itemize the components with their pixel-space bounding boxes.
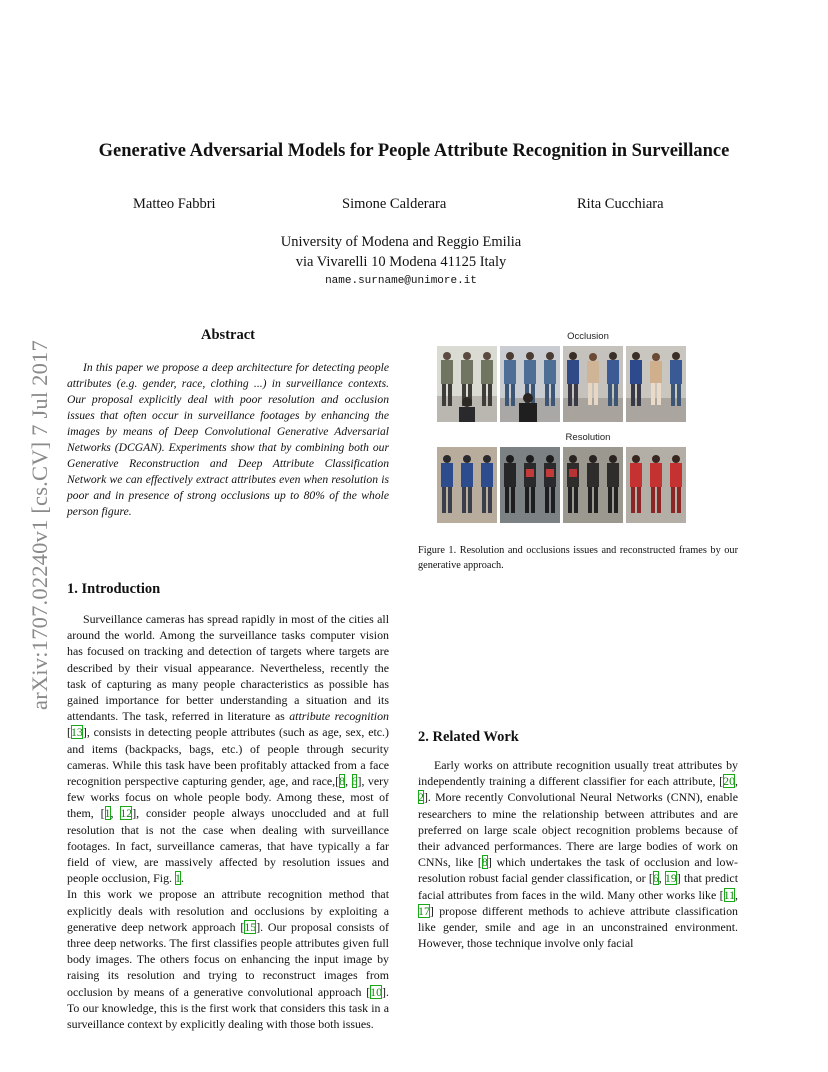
- citation-link[interactable]: 8: [339, 774, 346, 789]
- figure-label-resolution: Resolution: [565, 432, 611, 443]
- intro-paragraph-1: Surveillance cameras has spread rapidly in most of the cities all around the world. Among the surveillance tasks computer vision has focused on tracking and detection of targets where targets are described by their visual appearance. Nevertheless, recently the task of capturing as many people characteristics as possible has gained importance for better understanding a situation and its attendants. The task, referred in literature as attribute recognition [13], consists in detecting people attributes (such as age, sex, etc.) and items (backpacks, bags, etc.) of people through security cameras. While this task have been profitably attacked from a face recognition perspective capturing gender, age, and race,[8, 6], very few works focus on whole people body. Among these, most of them, [1, 12], consider people always unoccluded and at full resolution that is not the case when dealing with surveillance footages. In fact, surveillance cameras, that have typically a far field of view, are massively affected by resolution issues and people occlusion, Fig. 1.: [67, 612, 390, 886]
- citation-link[interactable]: 10: [370, 984, 383, 999]
- citation-link[interactable]: 1: [104, 806, 111, 821]
- section-2-heading: 2. Related Work: [418, 729, 519, 745]
- occlusion-photo-1: [437, 346, 497, 422]
- citation-link[interactable]: 2: [418, 790, 424, 805]
- figure-link[interactable]: 1: [175, 871, 181, 886]
- citation-link[interactable]: 6: [351, 774, 358, 789]
- affiliation-line-1: University of Modena and Reggio Emilia: [280, 234, 522, 250]
- occlusion-photo-2: [500, 346, 560, 422]
- text-run: . Our proposal consists of three deep networks. The first classifies people attributes given full body images. The others focus on enhancing the input image by raising its resolution and trying to reconstruct images from occlusion by means of a generative convolutional approach: [67, 919, 389, 999]
- related-work-text: [418, 757, 738, 951]
- citation-link[interactable]: 17: [418, 903, 430, 918]
- occlusion-photo-3: [563, 346, 623, 422]
- text-run: Early works on attribute recognition usually treat attributes by independently training a different classifier for each attribute,: [418, 758, 738, 789]
- citation-link[interactable]: 15: [244, 919, 257, 934]
- citation-link[interactable]: 19: [664, 871, 677, 886]
- text-run: , consists in detecting people attributes (such as age, sex, etc.) and items (backpacks, bags, etc.) of people through security cameras. While this task have been profitably attacked from a face recognition perspective capturing gender, age, and race,: [67, 725, 389, 789]
- author-email: name.surname@unimore.it: [325, 275, 477, 287]
- paper-title: Generative Adversarial Models for People Attribute Recognition in Surveillance: [98, 141, 730, 161]
- author-3: Rita Cucchiara: [577, 196, 664, 212]
- citation-link[interactable]: 20: [723, 774, 736, 789]
- figure-caption: Figure 1. Resolution and occlusions issues and reconstructed frames by our generative approach.: [418, 545, 738, 571]
- arxiv-identifier: [23, 300, 57, 750]
- text-run: which undertakes the task of occlusion and low-resolution robust facial gender classification, or: [418, 855, 739, 886]
- author-2: Simone Calderara: [342, 196, 447, 212]
- text-run: that predict facial attributes from faces in the wild. Many other works like: [418, 871, 738, 902]
- intro-text-left: [67, 611, 389, 1032]
- text-run: , consider people always unoccluded and at full resolution that is not the case when dealing with surveillance footages. In fact, surveillance cameras, that have typically a far field of view, are massively affected by resolution issues and people occlusion, Fig.: [67, 806, 389, 886]
- author-1: Matteo Fabbri: [133, 196, 216, 212]
- text-run: . To our knowledge, this is the first work that considers this task in a surveillance context by explicitly dealing with those both issues.: [67, 984, 389, 1032]
- citation-link[interactable]: 8: [481, 855, 488, 870]
- resolution-photo-1: [437, 447, 497, 523]
- resolution-photo-2: [500, 447, 560, 523]
- text-run: , very few works focus on whole people body. Among these, most of them,: [67, 774, 390, 821]
- section-1-heading: 1. Introduction: [67, 581, 161, 597]
- affiliation-line-2: via Vivarelli 10 Modena 41125 Italy: [295, 254, 507, 270]
- citation-link[interactable]: 12: [120, 806, 133, 821]
- figure-label-occlusion: Occlusion: [567, 331, 609, 342]
- related-work-paragraph: Early works on attribute recognition usually treat attributes by independently training a different classifier for each attribute, [20, 2]. More recently Convolutional Neural Networks (CNN), enable researchers to mine the relationship between attributes and are preferred on large scale object recognition problems because of their advanced performances. There are large bodies of work on CNNs, like [8] which undertakes the task of occlusion and low-resolution robust facial gender classification, or [6, 19] that predict facial attributes from faces in the wild. Many other works like [11, 17] propose different methods to achieve attribute classification like gender, smile and age in an unconstrained environment. However, those technique involve only facial: [418, 758, 739, 951]
- abstract-heading: Abstract: [201, 327, 255, 343]
- citation-link[interactable]: 13: [70, 725, 83, 740]
- text-run: . More recently Convolutional Neural Networks (CNN), enable researchers to mine the relationship between attributes and are preferred on large scale object recognition problems because of their advanced performances. There are large bodies of work on CNNs, like: [418, 790, 738, 870]
- text-run: propose different methods to achieve attribute classification like gender, smile and age in an unconstrained environment. However, those technique involve only facial: [418, 903, 738, 951]
- abstract-text: In this paper we propose a deep architecture for detecting people attributes (e.g. gender, race, clothing ...) in surveillance contexts. Our proposal explicitly deal with poor resolution and occlusion issues that often occur in surveillance footages by enhancing the images by means of Deep Convolutional Generative Adversarial Networks (DCGAN). Experiments show that by combining both our Generative Reconstruction and Deep Attribute Classification Network we can effectively extract attributes even when resolution is poor and in presence of strong occlusions up to 80% of the whole person figure.: [67, 361, 389, 518]
- intro-paragraph-2: In this work we propose an attribute recognition method that explicitly deals with resolution and occlusions by exploiting a generative deep network approach [15]. Our proposal consists of three deep networks. The first classifies people attributes given full body images. The others focus on enhancing the input image by raising its resolution and trying to reconstruct images from occlusion by means of a generative convolutional approach [10]. To our knowledge, this is the first work that considers this task in a surveillance context by explicitly dealing with those both issues.: [67, 887, 389, 1032]
- arxiv-identifier-text: arXiv:1707.02240v1 [cs.CV] 7 Jul 2017: [27, 340, 52, 710]
- resolution-photo-3: [563, 447, 623, 523]
- text-run: Surveillance cameras has spread rapidly in most of the cities all around the world. Among the surveillance tasks computer vision has focused on tracking and detection of targets where targets are described by their visual appearance. Nevertheless, recently the task of capturing as many people characteristics as possible has gained importance for better understanding a situation and its attendants. The task, referred in literature as: [67, 612, 389, 724]
- resolution-photo-4: [626, 447, 686, 523]
- citation-link[interactable]: 6: [652, 871, 659, 886]
- text-run-emphasis: attribute recognition: [289, 709, 389, 724]
- citation-link[interactable]: 11: [723, 887, 736, 902]
- text-run: In this work we propose an attribute recognition method that explicitly deals with resolution and occlusions by exploiting a generative deep network approach: [67, 887, 389, 934]
- occlusion-photo-4: [626, 346, 686, 422]
